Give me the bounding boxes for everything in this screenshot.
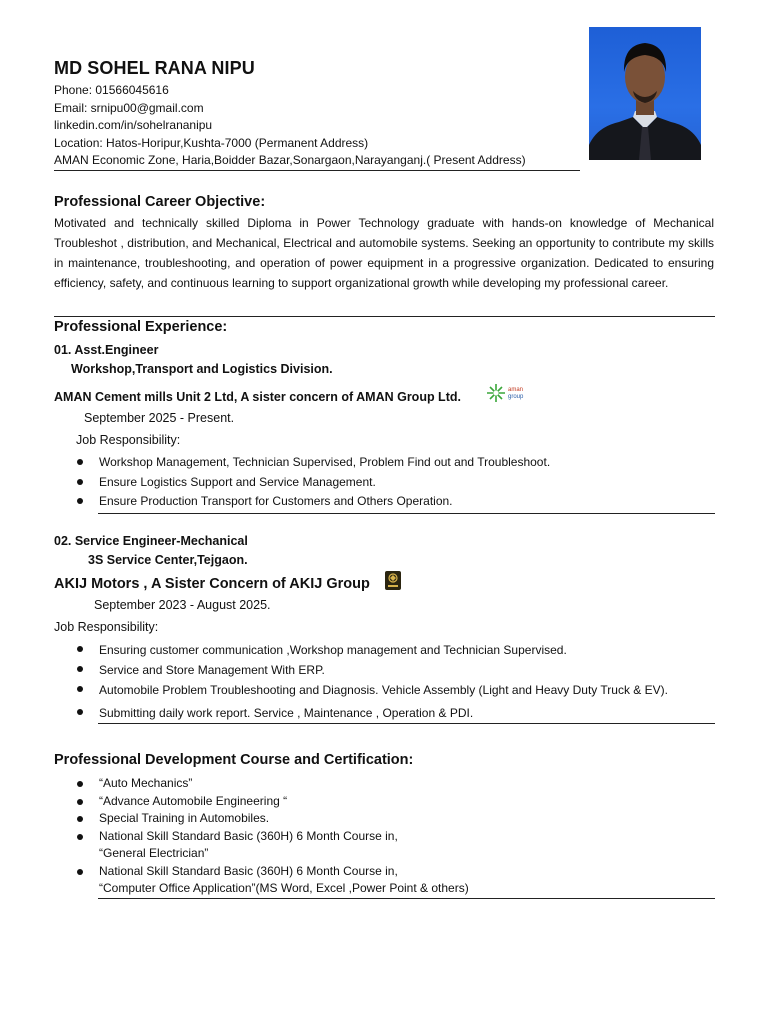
list-item: Submitting daily work report. Service , Maintenance , Operation & PDI. <box>54 703 668 723</box>
email-text: Email: srnipu00@gmail.com <box>54 100 204 115</box>
bullet-icon <box>77 646 83 652</box>
job1-responsibility-label: Job Responsibility: <box>76 433 181 447</box>
permanent-address-text: Location: Hatos-Horipur,Kushta-7000 (Permanent Address) <box>54 135 369 150</box>
bullet-icon <box>77 781 83 787</box>
job2-title: 02. Service Engineer-Mechanical <box>54 534 248 548</box>
courses-divider <box>98 898 715 899</box>
bullet-icon <box>77 709 83 715</box>
bullet-icon <box>77 479 83 485</box>
job1-responsibility-list <box>54 453 550 512</box>
candidate-name: MD SOHEL RANA NIPU <box>54 58 255 78</box>
job1-divider <box>98 513 715 514</box>
job2-divider <box>98 723 715 724</box>
svg-text:group: group <box>508 394 524 400</box>
bullet-icon <box>77 666 83 672</box>
list-item: Ensure Logistics Support and Service Management. <box>54 473 550 493</box>
job2-responsibility-list <box>54 640 668 723</box>
job1-title: 01. Asst.Engineer <box>54 343 159 357</box>
job1-dates: September 2025 - Present. <box>84 411 235 425</box>
list-item: Automobile Problem Troubleshooting and Diagnosis. Vehicle Assembly (Light and Heavy Duty Truck & EV). <box>54 680 668 700</box>
bullet-icon <box>77 498 83 504</box>
list-item: Special Training in Automobiles. <box>54 810 469 828</box>
courses-list <box>54 775 469 898</box>
objective-heading: Professional Career Objective: <box>54 194 266 210</box>
contact-info <box>54 82 526 170</box>
list-item: National Skill Standard Basic (360H) 6 Month Course in, “General Electrician” <box>54 828 469 863</box>
aman-group-logo <box>486 383 526 403</box>
objective-paragraph: Motivated and technically skilled Diploma in Power Technology graduate with hands-on knowledge of Mechanical Troubleshot , distribution, and Mechanical, Electrical and automobile systems. Seeking an opportunity to contribute my skills in maintenance, troubleshooting, and operation of power equipment in a progressive organization. Dedicated to ensuring efficiency, safety, and continuous learning to support organizational growth while developing my professional career. <box>54 216 714 290</box>
list-item: Ensure Production Transport for Customers and Others Operation. <box>54 492 550 512</box>
bullet-icon <box>77 869 83 875</box>
present-address-text: AMAN Economic Zone, Haria,Boidder Bazar,Sonargaon,Narayanganj.( Present Address) <box>54 153 526 167</box>
bullet-icon <box>77 459 83 465</box>
job2-dates: September 2023 - August 2025. <box>94 598 271 612</box>
objective-divider <box>54 316 715 317</box>
bullet-icon <box>77 816 83 822</box>
job2-responsibility-label: Job Responsibility: <box>54 620 159 634</box>
list-item: Ensuring customer communication ,Workshop management and Technician Supervised. <box>54 640 668 660</box>
akij-group-logo <box>385 571 401 590</box>
courses-heading: Professional Development Course and Certification: <box>54 752 414 768</box>
linkedin-text: linkedin.com/in/sohelrananipu <box>54 118 213 132</box>
bullet-icon <box>77 799 83 805</box>
profile-photo <box>589 27 701 160</box>
bullet-icon <box>77 686 83 692</box>
job1-company: AMAN Cement mills Unit 2 Ltd, A sister concern of AMAN Group Ltd. <box>54 390 461 404</box>
job1-division: Workshop,Transport and Logistics Division. <box>71 362 333 376</box>
list-item: “Auto Mechanics” <box>54 775 469 793</box>
job2-division: 3S Service Center,Tejgaon. <box>88 553 248 567</box>
phone-text: Phone: 01566045616 <box>54 83 169 97</box>
list-item: Workshop Management, Technician Supervised, Problem Find out and Troubleshoot. <box>54 453 550 473</box>
list-item: “Advance Automobile Engineering “ <box>54 793 469 811</box>
header-divider <box>54 170 580 171</box>
bullet-icon <box>77 834 83 840</box>
list-item: Service and Store Management With ERP. <box>54 660 668 680</box>
experience-heading: Professional Experience: <box>54 319 228 335</box>
list-item: National Skill Standard Basic (360H) 6 Month Course in, “Computer Office Application”(MS Word, Excel ,Power Point & others) <box>54 863 469 898</box>
svg-text:aman: aman <box>508 387 524 393</box>
job2-company: AKIJ Motors , A Sister Concern of AKIJ Group <box>54 576 370 592</box>
